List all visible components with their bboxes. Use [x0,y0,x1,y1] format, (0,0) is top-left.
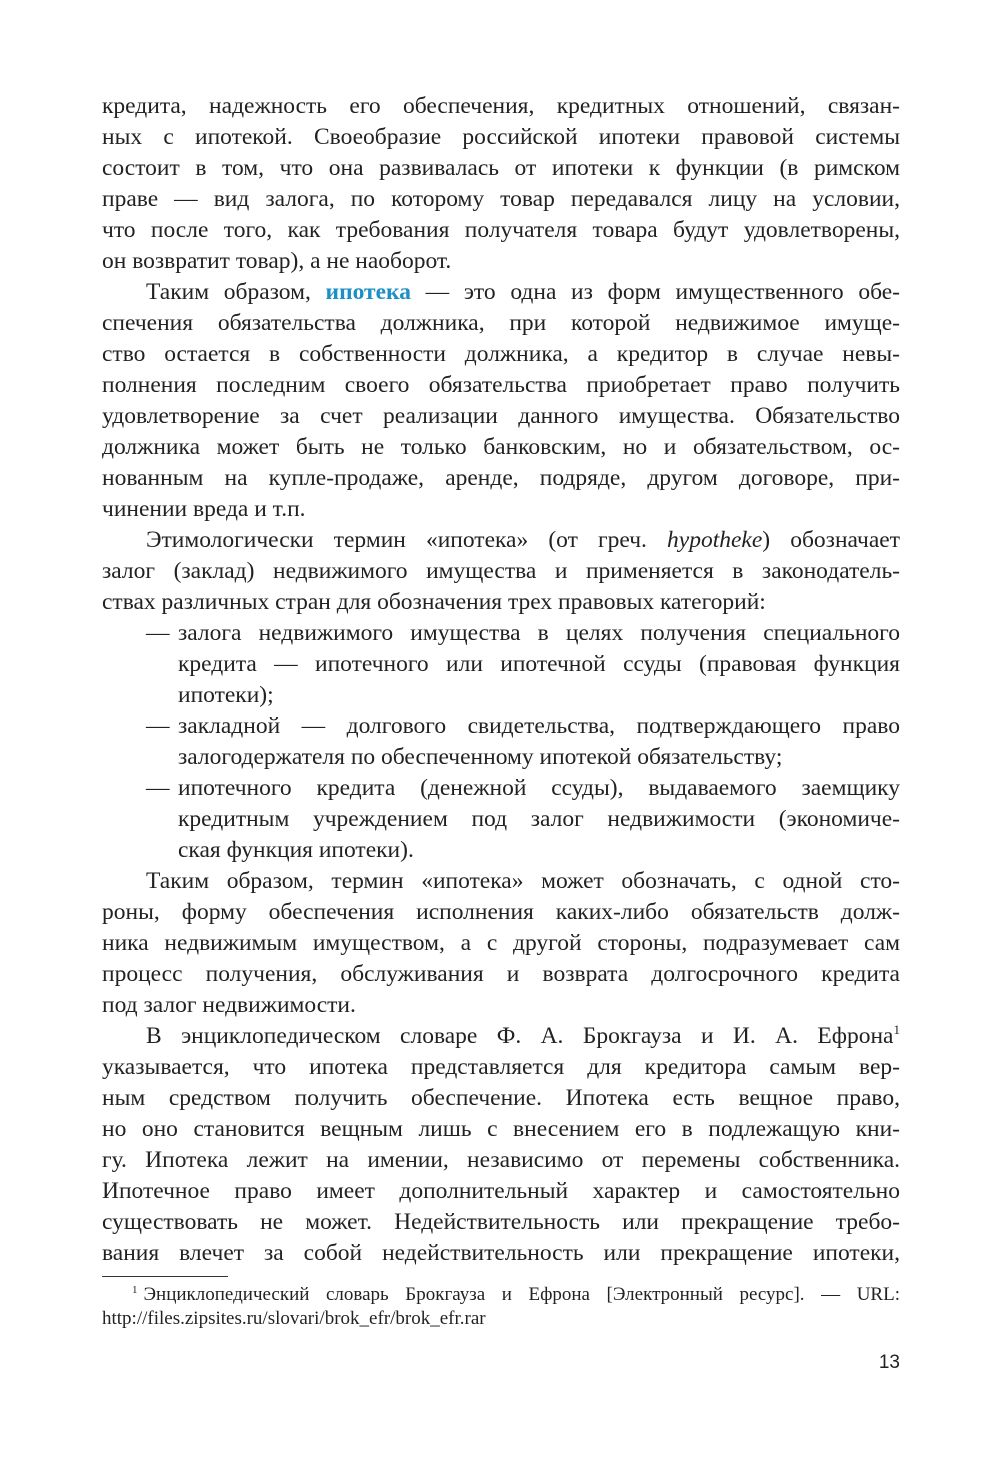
paragraph-4-line-2: роны, форму обеспечения исполнения каких-либо обязательств долж- [102,899,900,925]
paragraph-2-line-8: чинении вреда и т.п. [102,496,306,522]
footnote-reference[interactable]: 1 [893,1022,900,1038]
page-number: 13 [878,1352,900,1373]
paragraph-2-line-6: должника может быть не только банковским, но и обязательством, ос- [102,434,900,460]
paragraph-5-line-8: вания влечет за собой недействительность или прекращение ипотеки, [102,1240,900,1266]
list-dash-1: — [146,620,170,646]
list-item-3-line-2: кредитным учреждением под залог недвижимости (экономиче- [178,806,900,832]
paragraph-1-line-5: что после того, как требования получателя товара будут удовлетворены, [102,217,900,243]
paragraph-4-line-1: Таким образом, термин «ипотека» может обозначать, с одной сто- [146,868,900,894]
paragraph-3-prefix: Этимологически термин «ипотека» (от греч. [146,527,668,553]
paragraph-5-line-5: гу. Ипотека лежит на имении, независимо от перемены собственника. [102,1147,900,1173]
paragraph-2-line-2: спечения обязательства должника, при которой недвижимое имуще- [102,310,900,336]
list-item-3-line-1: ипотечного кредита (денежной ссуды), выдаваемого заемщику [178,775,900,801]
paragraph-3-suffix: ) обозначает [762,527,900,553]
list-item-2-line-1: закладной — долгового свидетельства, подтверждающего право [178,713,900,739]
term-ipoteka: ипотека [325,279,411,305]
paragraph-2-line-3: ство остается в собственности должника, а кредитор в случае невы- [102,341,900,367]
paragraph-2-line-1 [146,277,900,307]
paragraph-3-line-3: ствах различных стран для обозначения трех правовых категорий: [102,589,766,615]
paragraph-5-first-text: В энциклопедическом словаре Ф. А. Брокгауза и И. А. Ефрона [146,1023,894,1049]
list-item-2-line-2: залогодержателя по обеспеченному ипотекой обязательству; [178,744,783,770]
paragraph-5-line-6: Ипотечное право имеет дополнительный характер и самостоятельно [102,1178,900,1204]
greek-term: hypotheke [667,527,763,553]
paragraph-5-line-7: существовать не может. Недействительность или прекращение требо- [102,1209,900,1235]
paragraph-5-line-4: но оно становится вещным лишь с внесением его в подлежащую кни- [102,1116,900,1142]
paragraph-4-line-5: под залог недвижимости. [102,992,356,1018]
paragraph-1-line-1: кредита, надежность его обеспечения, кредитных отношений, связан- [102,93,900,119]
list-item-1-line-2: кредита — ипотечного или ипотечной ссуды (правовая функция [178,651,900,677]
list-item-3-line-3: ская функция ипотеки). [178,837,414,863]
paragraph-5-line-2: указывается, что ипотека представляется для кредитора самым вер- [102,1054,900,1080]
footnote-text: Энциклопедический словарь Брокгауза и Ефрона [Электронный ресурс]. — URL: [143,1284,900,1305]
footnote-url[interactable]: http://files.zipsites.ru/slovari/brok_efr/brok_efr.rar [102,1308,486,1329]
footnote-divider [102,1276,228,1277]
paragraph-2-line-5: удовлетворение за счет реализации данного имущества. Обязательство [102,403,900,429]
list-dash-3: — [146,775,170,801]
paragraph-2-line-7: нованным на купле-продаже, аренде, подряде, другом договоре, при- [102,465,900,491]
paragraph-5-line-1 [146,1021,900,1051]
paragraph-1-line-2: ных с ипотекой. Своеобразие российской ипотеки правовой системы [102,124,900,150]
paragraph-4-line-3: ника недвижимым имуществом, а с другой стороны, подразумевает сам [102,930,900,956]
list-item-1-line-1: залога недвижимого имущества в целях получения специального [178,620,900,646]
paragraph-2-line-4: полнения последним своего обязательства приобретает право получить [102,372,900,398]
paragraph-1-line-3: состоит в том, что она развивалась от ипотеки к функции (в римском [102,155,900,181]
footnote-line-1 [132,1283,900,1307]
paragraph-3-line-2: залог (заклад) недвижимого имущества и применяется в законодатель- [102,558,900,584]
paragraph-3-line-1 [146,525,900,555]
paragraph-1-line-4: праве — вид залога, по которому товар передавался лицу на условии, [102,186,900,212]
paragraph-2-prefix: Таким образом, [146,279,326,305]
list-item-1-line-3: ипотеки); [178,682,274,708]
paragraph-4-line-4: процесс получения, обслуживания и возврата долгосрочного кредита [102,961,900,987]
footnote-number: 1 [132,1283,138,1296]
paragraph-1-line-6: он возвратит товар), а не наоборот. [102,248,452,274]
list-dash-2: — [146,713,170,739]
paragraph-5-line-3: ным средством получить обеспечение. Ипотека есть вещное право, [102,1085,900,1111]
paragraph-2-suffix: — это одна из форм имущественного обе- [410,279,900,305]
